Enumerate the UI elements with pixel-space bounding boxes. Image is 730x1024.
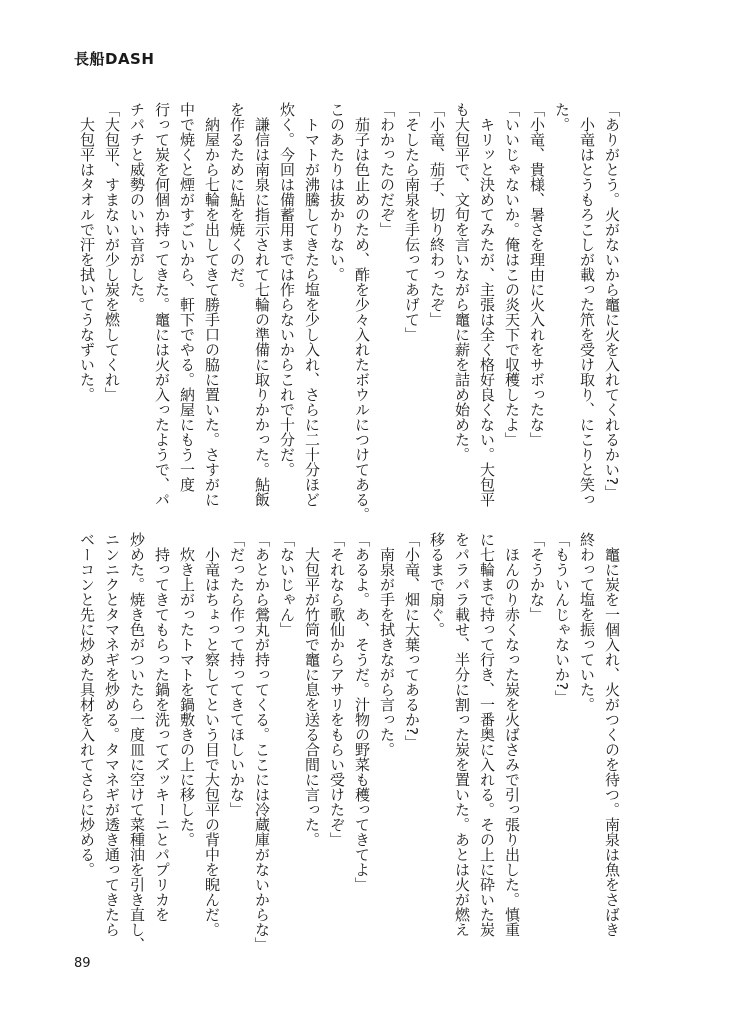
text-line: 大包平はタオルで汗を拭いてうなずいた。 [78, 102, 96, 402]
text-line: を作るために鮎を焼くのだ。 [228, 102, 246, 297]
text-line: ニンニクとタマネギを炒める。タマネギが透き通ってきたら [103, 532, 121, 937]
text-line: 小竜はちょっと察してという目で大包平の背中を睨んだ。 [203, 532, 221, 937]
text-line: 「もういんじゃないか?」 [553, 532, 571, 705]
text-line: 中で焼くと煙がすごいから、軒下でやる。納屋にもう一度 [178, 102, 196, 492]
text-line: 「だったら作って持ってきてほしいかな」 [228, 532, 246, 817]
text-block-bottom [72, 532, 624, 952]
text-line: ほんのり赤くなった炭を火ばさみで引っ張り出した。慎重 [503, 532, 521, 937]
text-line: 行って炭を何個か持ってきた。竈には火が入ったようで、パ [153, 102, 171, 507]
text-line: に七輪まで持って行き、一番奥に入れる。その上に砕いた炭 [478, 532, 496, 937]
running-header: 長船DASH [74, 50, 155, 68]
text-line: チパチと威勢のいい音がした。 [128, 102, 146, 312]
text-line: キリッと決めてみたが、主張は全く格好良くない。大包平 [478, 102, 496, 507]
text-line: 「わかったのだぞ」 [378, 102, 396, 237]
text-line: 大包平が竹筒で竈に息を送る合間に言った。 [303, 532, 321, 847]
text-line: 炊く。今回は備蓄用までは作らないからこれで十分だ。 [278, 102, 296, 477]
text-line: 持ってきてもらった鍋を洗ってズッキーニとパプリカを [153, 532, 171, 922]
text-line: をパラパラ載せ、半分に割った炭を置いた。あとは火が燃え [453, 532, 471, 937]
text-line: た。 [553, 102, 571, 132]
text-line: 納屋から七輪を出してきて勝手口の脇に置いた。さすがに [203, 102, 221, 507]
text-line: 移るまで扇ぐ。 [428, 532, 446, 637]
text-line: 「ないじゃん」 [278, 532, 296, 637]
text-block-top [72, 102, 624, 522]
text-line: 「小竜、茄子、切り終わったぞ」 [428, 102, 446, 327]
text-line: 「あとから鶯丸が持ってくる。ここには冷蔵庫がないからな」 [253, 532, 271, 952]
text-line: も大包平で、文句を言いながら竈に薪を詰め始めた。 [453, 102, 471, 462]
text-line: 「そしたら南泉を手伝ってあげて」 [403, 102, 421, 342]
text-line: 小竜はとうもろこしが載った笊を受け取り、にこりと笑っ [578, 102, 596, 507]
page-number: 89 [74, 956, 91, 971]
text-line: 「そうかな」 [528, 532, 546, 622]
text-line: 南泉が手を拭きながら言った。 [378, 532, 396, 757]
text-line: 「いいじゃないか。俺はこの炎天下で収穫したよ」 [503, 102, 521, 447]
text-line: 「ありがとう。火がないから竈に火を入れてくれるかい?」 [603, 102, 621, 500]
text-line: ベーコンと先に炒めた具材を入れてさらに炒める。 [78, 532, 96, 877]
text-line: 「小竜、畑に大葉ってあるか?」 [403, 532, 421, 750]
text-line: 炊き上がったトマトを鍋敷きの上に移した。 [178, 532, 196, 847]
text-line: トマトが沸騰してきたら塩を少し入れ、さらに二十分ほど [303, 102, 321, 507]
text-line: 「あるよ。あ、そうだ。汁物の野菜も穫ってきてよ」 [353, 532, 371, 892]
text-line: 「大包平、すまないが少し炭を燃してくれ」 [103, 102, 121, 402]
text-line: 「それなら歌仙からアサリをもらい受けたぞ」 [328, 532, 346, 847]
text-line: 炒めた。焼き色がついたら一度皿に空けて菜種油を引き直し、 [128, 532, 146, 952]
text-line: このあたりは抜かりない。 [328, 102, 346, 282]
text-line: 謙信は南泉に指示されて七輪の準備に取りかかった。鮎飯 [253, 102, 271, 507]
text-line: 「小竜、貴様、暑さを理由に火入れをサボったな」 [528, 102, 546, 447]
text-line: 茄子は色止めのため、酢を少々入れたボウルにつけてある。 [353, 102, 371, 522]
text-line: 終わって塩を振っていた。 [578, 532, 596, 712]
text-line: 竈に炭を一個入れ、火がつくのを待つ。南泉は魚をさばき [603, 532, 621, 937]
